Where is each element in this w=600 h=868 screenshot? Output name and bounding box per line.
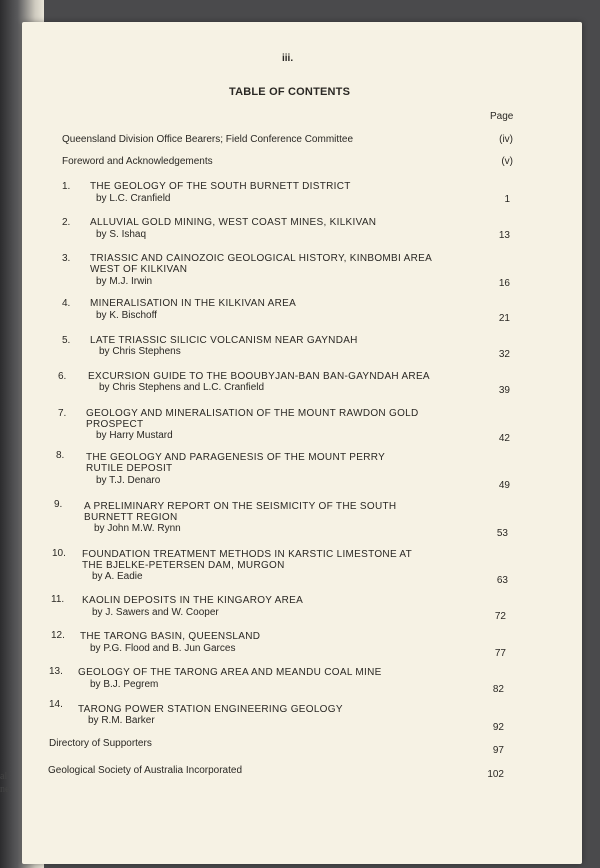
toc-page-number: 13 [498,230,510,241]
toc-page-number: 21 [498,313,510,324]
toc-entry-author: by J. Sawers and W. Cooper [92,607,219,618]
toc-page-number: 92 [492,722,504,733]
toc-entry-title: GEOLOGY AND MINERALISATION OF THE MOUNT RAWDON GOLD [86,408,419,419]
toc-page-number: 16 [498,278,510,289]
toc-entry-title: RUTILE DEPOSIT [86,463,173,474]
toc-entry-title: THE BJELKE-PETERSEN DAM, MURGON [82,560,285,571]
toc-entry-author: by John M.W. Rynn [94,523,181,534]
toc-page-number: 102 [487,769,504,780]
toc-entry-author: by T.J. Denaro [96,475,161,486]
toc-entry-author: by Chris Stephens and L.C. Cranfield [99,382,265,393]
toc-entry-number: 14. [49,699,63,710]
previous-page-fragment-line: ne [0,784,10,795]
page-column-label: Page [490,111,514,122]
toc-entry-title: PROSPECT [86,419,144,430]
toc-entry-number: 7. [58,408,67,419]
toc-entry-number: 6. [58,371,67,382]
toc-back-matter-title: Directory of Supporters [49,738,152,749]
toc-page-number: 32 [498,349,510,360]
toc-entry-title: LATE TRIASSIC SILICIC VOLCANISM NEAR GAYNDAH [90,335,358,346]
toc-back-matter-title: Geological Society of Australia Incorporated [48,765,242,776]
toc-entry-title: THE GEOLOGY OF THE SOUTH BURNETT DISTRICT [90,181,351,192]
toc-entry-title: KAOLIN DEPOSITS IN THE KINGAROY AREA [82,595,304,606]
toc-entry-title: EXCURSION GUIDE TO THE BOOUBYJAN-BAN BAN-GAYNDAH AREA [88,371,430,382]
toc-entry-title: FOUNDATION TREATMENT METHODS IN KARSTIC LIMESTONE AT [82,549,413,560]
toc-entry-number: 4. [62,298,71,309]
toc-front-matter-title: Foreword and Acknowledgements [62,156,213,167]
toc-entry-title: WEST OF KILKIVAN [90,264,188,275]
toc-entry-author: by A. Eadie [92,571,143,582]
toc-entry-author: by L.C. Cranfield [96,193,171,204]
toc-entry-author: by K. Bischoff [96,310,157,321]
toc-entry-author: by Harry Mustard [96,430,173,441]
toc-entry-number: 1. [62,181,71,192]
toc-entry-number: 13. [49,666,63,677]
toc-entry-number: 5. [62,335,71,346]
toc-front-matter-title: Queensland Division Office Bearers; Field Conference Committee [62,134,354,145]
toc-page-number: (iv) [499,134,513,145]
toc-entry-author: by R.M. Barker [88,715,155,726]
toc-page-number: 63 [496,575,508,586]
toc-entry-author: by S. Ishaq [96,229,147,240]
previous-page-fragment-line: al [0,771,8,782]
page-roman-number: iii. [282,53,294,64]
toc-page-number: 53 [496,528,508,539]
toc-page-number: 39 [498,385,510,396]
toc-entry-number: 11. [51,594,65,605]
toc-entry-number: 2. [62,217,71,228]
toc-entry-title: BURNETT REGION [84,512,178,523]
toc-page-number: 77 [494,648,506,659]
toc-entry-author: by Chris Stephens [99,346,181,357]
toc-page-number: 82 [492,684,504,695]
toc-entry-author: by P.G. Flood and B. Jun Garces [90,643,236,654]
toc-entry-number: 10. [52,548,66,559]
toc-page-number: 72 [494,611,506,622]
toc-page-number: 1 [504,194,510,205]
toc-entry-author: by B.J. Pegrem [90,679,159,690]
toc-entry-title: TARONG POWER STATION ENGINEERING GEOLOGY [78,704,343,715]
toc-page-number: 97 [492,745,504,756]
toc-entry-title: GEOLOGY OF THE TARONG AREA AND MEANDU COAL MINE [78,667,382,678]
toc-page-number: (v) [501,156,513,167]
toc-page-number: 42 [498,433,510,444]
toc-entry-number: 8. [56,450,65,461]
toc-page [22,22,582,864]
toc-entry-number: 12. [51,630,65,641]
toc-entry-author: by M.J. Irwin [96,276,153,287]
toc-entry-number: 9. [54,499,63,510]
toc-entry-title: MINERALISATION IN THE KILKIVAN AREA [90,298,297,309]
toc-entry-title: TRIASSIC AND CAINOZOIC GEOLOGICAL HISTORY, KINBOMBI AREA [90,253,433,264]
toc-entry-title: THE GEOLOGY AND PARAGENESIS OF THE MOUNT PERRY [86,452,386,463]
toc-entry-title: THE TARONG BASIN, QUEENSLAND [80,631,261,642]
page-title: TABLE OF CONTENTS [229,86,351,98]
toc-page-number: 49 [498,480,510,491]
toc-entry-number: 3. [62,253,71,264]
toc-entry-title: A PRELIMINARY REPORT ON THE SEISMICITY OF THE SOUTH [84,501,397,512]
toc-entry-title: ALLUVIAL GOLD MINING, WEST COAST MINES, KILKIVAN [90,217,377,228]
